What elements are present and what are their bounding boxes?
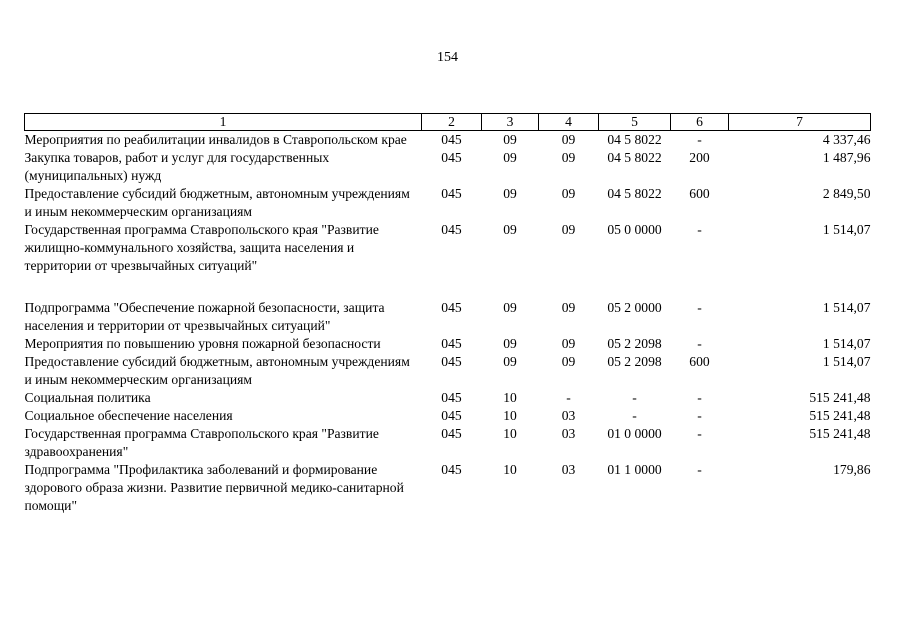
- row-code-expense-type: -: [697, 408, 702, 423]
- row-code-ministry: 045: [441, 354, 462, 369]
- row-amount: 1 514,07: [822, 222, 871, 237]
- row-code-section: 10: [503, 462, 517, 477]
- row-code-ministry: 045: [441, 132, 462, 147]
- spacer-row: [25, 275, 871, 299]
- table-header-row: [25, 114, 871, 131]
- table-row: [25, 389, 871, 407]
- row-name: Предоставление субсидий бюджетным, автономным учреждениям и иным некоммерческим организациям: [24, 186, 410, 219]
- table-row: [25, 149, 871, 185]
- table-row: [25, 353, 871, 389]
- row-code-target: 01 1 0000: [607, 462, 662, 477]
- row-name: Предоставление субсидий бюджетным, автономным учреждениям и иным некоммерческим организациям: [24, 354, 410, 387]
- row-name: Государственная программа Ставропольского края "Развитие жилищно-коммунального хозяйства, защита населения и территории от чрезвычайных ситуаций": [24, 222, 379, 273]
- row-code-target: 05 2 2098: [607, 336, 662, 351]
- row-code-section: 09: [503, 186, 517, 201]
- row-code-ministry: 045: [441, 390, 462, 405]
- row-code-target: 04 5 8022: [607, 132, 662, 147]
- row-code-expense-type: -: [697, 132, 702, 147]
- table-row: [25, 221, 871, 275]
- table-row: [25, 131, 871, 150]
- row-code-ministry: 045: [441, 222, 462, 237]
- row-code-expense-type: -: [697, 336, 702, 351]
- row-code-target: 04 5 8022: [607, 150, 662, 165]
- column-header-1: 1: [25, 114, 422, 131]
- row-code-section: 09: [503, 336, 517, 351]
- row-amount: 515 241,48: [809, 426, 871, 441]
- row-code-ministry: 045: [441, 426, 462, 441]
- row-amount: 2 849,50: [822, 186, 871, 201]
- row-code-section: 09: [503, 150, 517, 165]
- row-amount: 515 241,48: [809, 408, 871, 423]
- row-code-ministry: 045: [441, 336, 462, 351]
- column-header-5: 5: [599, 114, 671, 131]
- row-code-subsection: 09: [561, 150, 576, 165]
- table-row: [25, 185, 871, 221]
- row-code-subsection: 03: [561, 462, 576, 477]
- row-name: Подпрограмма "Профилактика заболеваний и формирование здорового образа жизни. Развитие первичной медико-санитарной помощи": [24, 462, 404, 513]
- row-code-expense-type: -: [697, 300, 702, 315]
- page-number: 154: [437, 50, 458, 65]
- column-header-7: 7: [729, 114, 871, 131]
- row-code-expense-type: 200: [689, 150, 710, 165]
- row-code-subsection: 09: [561, 132, 576, 147]
- row-code-subsection: 09: [561, 300, 576, 315]
- row-name: Мероприятия по реабилитации инвалидов в Ставропольском крае: [24, 132, 407, 147]
- row-amount: 179,86: [833, 462, 871, 477]
- row-amount: 1 514,07: [822, 336, 871, 351]
- row-code-ministry: 045: [441, 462, 462, 477]
- row-code-section: 10: [503, 390, 517, 405]
- column-header-3: 3: [482, 114, 539, 131]
- row-code-subsection: 09: [561, 186, 576, 201]
- row-code-section: 09: [503, 300, 517, 315]
- row-code-target: 05 2 0000: [607, 300, 662, 315]
- row-code-ministry: 045: [441, 186, 462, 201]
- row-code-section: 09: [503, 354, 517, 369]
- column-header-4: 4: [539, 114, 599, 131]
- table-row: [25, 425, 871, 461]
- row-code-subsection: 09: [561, 336, 576, 351]
- row-code-target: 05 2 2098: [607, 354, 662, 369]
- row-code-subsection: 09: [561, 354, 576, 369]
- row-code-ministry: 045: [441, 300, 462, 315]
- row-amount: 1 514,07: [822, 354, 871, 369]
- table-row: [25, 299, 871, 335]
- column-header-2: 2: [422, 114, 482, 131]
- row-name: Мероприятия по повышению уровня пожарной безопасности: [24, 336, 381, 351]
- row-name: Социальное обеспечение населения: [24, 408, 233, 423]
- row-code-section: 09: [503, 222, 517, 237]
- row-amount: 1 487,96: [822, 150, 871, 165]
- row-name: Подпрограмма "Обеспечение пожарной безопасности, защита населения и территории от чрезвычайных ситуаций": [24, 300, 385, 333]
- row-code-target: -: [632, 390, 637, 405]
- row-code-target: 04 5 8022: [607, 186, 662, 201]
- table-row: [25, 461, 871, 515]
- row-code-target: 05 0 0000: [607, 222, 662, 237]
- row-code-ministry: 045: [441, 150, 462, 165]
- row-code-section: 10: [503, 408, 517, 423]
- row-code-expense-type: -: [697, 222, 702, 237]
- table-row: [25, 407, 871, 425]
- row-code-ministry: 045: [441, 408, 462, 423]
- row-amount: 515 241,48: [809, 390, 871, 405]
- row-amount: 4 337,46: [822, 132, 871, 147]
- row-code-expense-type: 600: [689, 186, 710, 201]
- row-code-subsection: 03: [561, 408, 576, 423]
- row-name: Государственная программа Ставропольского края "Развитие здравоохранения": [24, 426, 379, 459]
- row-code-expense-type: -: [697, 426, 702, 441]
- row-code-target: -: [632, 408, 637, 423]
- row-code-section: 09: [503, 132, 517, 147]
- row-name: Закупка товаров, работ и услуг для государственных (муниципальных) нужд: [24, 150, 330, 183]
- row-code-subsection: -: [566, 390, 571, 405]
- row-code-section: 10: [503, 426, 517, 441]
- row-code-subsection: 03: [561, 426, 576, 441]
- row-code-target: 01 0 0000: [607, 426, 662, 441]
- row-code-expense-type: -: [697, 390, 702, 405]
- row-code-expense-type: 600: [689, 354, 710, 369]
- row-name: Социальная политика: [24, 390, 151, 405]
- column-header-6: 6: [671, 114, 729, 131]
- row-code-subsection: 09: [561, 222, 576, 237]
- row-amount: 1 514,07: [822, 300, 871, 315]
- table-row: [25, 335, 871, 353]
- budget-table: [24, 113, 871, 515]
- row-code-expense-type: -: [697, 462, 702, 477]
